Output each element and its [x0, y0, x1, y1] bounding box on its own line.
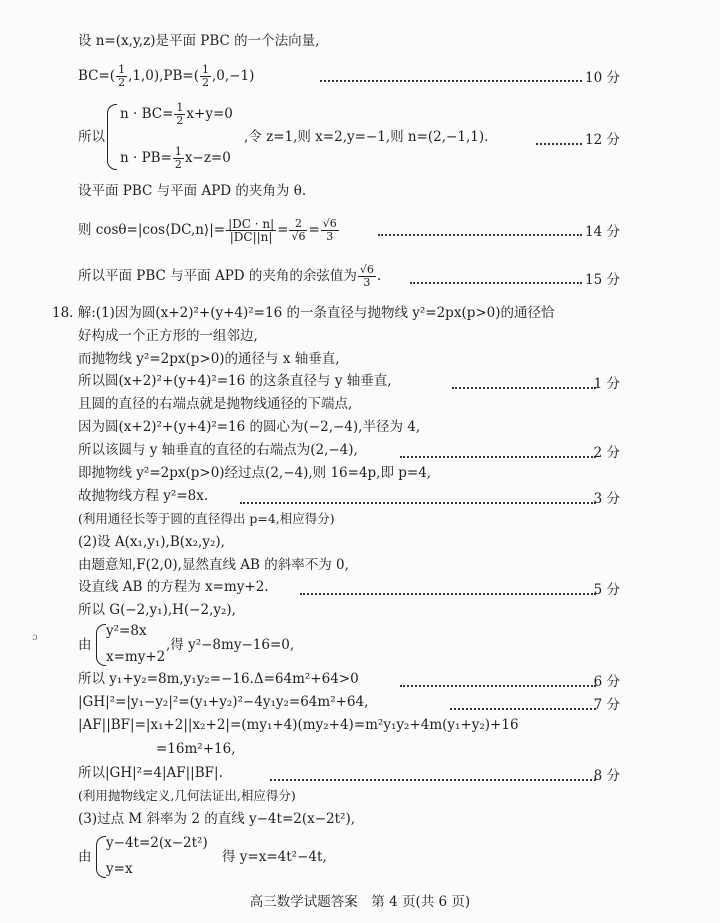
score: 2 分 — [593, 445, 620, 461]
text-line: 所以|GH|²=4|AF||BF|. — [78, 765, 223, 781]
score: 3 分 — [593, 491, 620, 507]
equation-line: y−4t=2(x−2t²) — [106, 835, 208, 851]
score: 6 分 — [593, 674, 620, 690]
page-footer: 高三数学试题答案 第 4 页(共 6 页) — [249, 894, 471, 910]
dot-leader — [378, 234, 582, 236]
equation-line: y=x — [106, 861, 133, 877]
text-line: 所以平面 PBC 与平面 APD 的夹角的余弦值为 $\frac{√6}{3}$ . — [78, 263, 382, 289]
text-line: 好构成一个正方形的一组邻边, — [78, 328, 258, 344]
text-line: 所以该圆与 y 轴垂直的直径的右端点为(2,−4), — [78, 442, 358, 458]
text-line: 由 — [78, 637, 92, 653]
dot-leader — [300, 593, 596, 595]
text-line: |GH|²=|y₁−y₂|²=(y₁+y₂)²−4y₁y₂=64m²+64, — [78, 694, 369, 710]
text-line: 设直线 AB 的方程为 x=my+2. — [78, 579, 269, 595]
text-line: 所以圆(x+2)²+(y+4)²=16 的这条直径与 y 轴垂直, — [78, 373, 392, 389]
text-line: 设 n=(x,y,z)是平面 PBC 的一个法向量, — [78, 33, 320, 49]
equation-line: y²=8x — [106, 623, 147, 639]
equation-line: n · PB= $\frac{1}{2}$ x−z=0 — [120, 145, 231, 171]
text-line: 故抛物线方程 y²=8x. — [78, 488, 209, 504]
note-line: (利用抛物线定义,几何法证出,相应得分) — [78, 788, 296, 803]
text-line: 所以 y₁+y₂=8m,y₁y₂=−16.Δ=64m²+64>0 — [78, 671, 359, 687]
text-line: (3)过点 M 斜率为 2 的直线 y−4t=2(x−2t²), — [78, 811, 356, 827]
dot-leader — [452, 387, 596, 389]
text-line: =16m²+16, — [156, 741, 236, 757]
dot-leader — [536, 143, 582, 145]
text-line: 18. 解:(1)因为圆(x+2)²+(y+4)²=16 的一条直径与抛物线 y²=2px(p>0)的通径恰 — [52, 305, 555, 321]
left-brace — [96, 624, 106, 666]
margin-mark: ɔ — [32, 632, 38, 643]
score: 7 分 — [593, 697, 620, 713]
text-line: 则 cosθ=|cos⟨DC,n⟩|= $\frac{|DC \cdot n|}{|DC||n|}$ = $\frac{2}{√6}$ = $\frac{√6}{3}$ — [78, 217, 337, 244]
text-line: ,得 y²−8my−16=0, — [166, 637, 295, 653]
dot-leader — [410, 282, 582, 284]
dot-leader — [270, 779, 596, 781]
equation-line: n · BC= $\frac{1}{2}$ x+y=0 — [120, 101, 233, 127]
dot-leader — [320, 80, 582, 82]
score: 12 分 — [585, 132, 620, 148]
text-line: 由题意知,F(2,0),显然直线 AB 的斜率不为 0, — [78, 557, 349, 573]
text-line: 得 y=x=4t²−4t, — [222, 849, 327, 865]
score: 10 分 — [585, 70, 620, 86]
left-brace — [96, 836, 106, 878]
text-line: ,令 z=1,则 x=2,y=−1,则 n=(2,−1,1). — [244, 129, 489, 145]
left-brace — [107, 104, 117, 170]
dot-leader — [400, 685, 596, 687]
score: 5 分 — [593, 582, 620, 598]
dot-leader — [400, 456, 596, 458]
score: 8 分 — [593, 768, 620, 784]
equation-line: x=my+2 — [106, 649, 166, 665]
dot-leader — [240, 502, 596, 504]
text-line: 所以 G(−2,y₁),H(−2,y₂), — [78, 602, 236, 618]
text-line: 即抛物线 y²=2px(p>0)经过点(2,−4),则 16=4p,即 p=4, — [78, 465, 432, 481]
text-line: 所以 — [78, 129, 105, 145]
score: 1 分 — [593, 376, 620, 392]
text-line: (2)设 A(x₁,y₁),B(x₂,y₂), — [78, 534, 225, 550]
score: 15 分 — [585, 272, 620, 288]
text-line: 且圆的直径的右端点就是抛物线通径的下端点, — [78, 396, 353, 412]
score: 14 分 — [585, 224, 620, 240]
text-line: 而抛物线 y²=2px(p>0)的通径与 x 轴垂直, — [78, 351, 340, 367]
dot-leader — [450, 708, 596, 710]
note-line: (利用通径长等于圆的直径得出 p=4,相应得分) — [78, 511, 335, 526]
text-line: |AF||BF|=|x₁+2||x₂+2|=(my₁+4)(my₂+4)=m²y₁y₂+4m(y₁+y₂)+16 — [78, 717, 519, 733]
text-line: BC=( $\frac{1}{2}$ ,1,0),PB=( $\frac{1}{2}$ ,0,−1) — [78, 63, 255, 89]
text-line: 因为圆(x+2)²+(y+4)²=16 的圆心为(−2,−4),半径为 4, — [78, 419, 421, 435]
text-line: 设平面 PBC 与平面 APD 的夹角为 θ. — [78, 183, 307, 199]
text-line: 由 — [78, 849, 92, 865]
